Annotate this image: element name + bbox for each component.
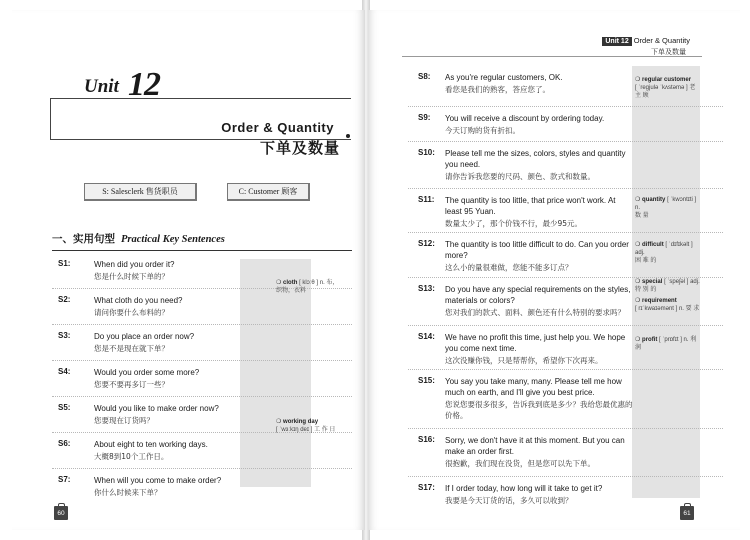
title-dot [346,134,350,138]
sentence-cn: 您是不是现在就下单？ [94,344,169,353]
vocab-phonetic: [ ˈregjulə ˈkʌstəmə ] [635,85,688,91]
sentence-row [408,477,723,511]
section-heading-cn: 一、实用句型 [52,234,115,245]
vocab-entry [635,297,701,313]
page-number: 60 [54,506,68,520]
header-title: Order & Quantity [633,36,690,45]
vocab-entry [635,196,701,220]
sentence-id: S15: [418,376,435,385]
vocab-word: regular customer [642,77,692,83]
sentence-row [408,429,723,477]
sentence-en: Sorry, we don't have it at this moment. But you can make an order first. [445,436,625,456]
sentence-cn: 看您是我们的熟客，答应您了。 [445,85,550,94]
bullet-icon: ❍ [635,242,643,248]
unit-label: Unit [84,76,119,97]
vocab-entry [635,76,701,100]
sentence-cn: 您是什么时候下单的？ [94,272,169,281]
vocab-meaning: 数 量 [635,213,649,219]
sentence-en: If I order today, how long will it take to get it? [445,484,603,493]
sentence-id: S16: [418,435,435,444]
sentence-id: S6: [58,439,71,448]
vocab-word: difficult [642,242,664,248]
sentence-en: When did you order it? [94,260,175,269]
bullet-icon: ❍ [635,298,643,304]
sentence-cn: 这次没赚你钱，只是帮帮你，希望你下次再来。 [445,356,603,365]
sentence-cn: 您对我们的款式、面料、颜色还有什么特别的要求吗？ [445,308,625,317]
bullet-icon: ❍ [635,197,643,203]
role-salesclerk: S: Salesclerk 售货职员 [84,183,197,201]
sentence-id: S11: [418,195,435,204]
sentence-en: What cloth do you need? [94,296,183,305]
sentence-id: S3: [58,331,71,340]
bullet-icon: ❍ [635,337,643,343]
sentence-cn: 数量太少了，那个价钱不行，最少95元。 [445,219,583,228]
vocab-word: cloth [283,280,298,286]
vocab-entry [635,241,701,265]
vocab-phonetic: [ ˈdɪfɪkəlt ] adj. [635,242,693,256]
sentence-en: We have no profit this time, just help you. We hope you come next time. [445,333,626,353]
sentence-cn: 大概8到10个工作日。 [94,452,169,461]
sentence-row [408,142,723,189]
vocab-phonetic: [ ˈprɒfɪt ] n. [659,337,689,343]
section-heading-en: Practical Key Sentences [121,234,225,245]
sentence-cn: 很抱歉，我们现在没货，但是您可以先下单。 [445,459,595,468]
sentence-en: Please tell me the sizes, colors, styles and quantity you need. [445,149,626,169]
sentence-cn: 今天订购的货有折扣。 [445,126,520,135]
vocab-phonetic: [ klɔːθ ] n. 布， [299,280,339,286]
unit-title-cn: 下单及数量 [259,140,340,157]
vocab-meaning: 要 求 [685,306,700,312]
sentence-en: You will receive a discount by ordering today. [445,114,605,123]
sentence-id: S9: [418,113,431,122]
sentence-row [52,361,352,397]
sentence-id: S1: [58,259,71,268]
vocab-word: quantity [642,197,666,203]
vocab-word: profit [642,337,658,343]
sentence-en: Do you place an order now? [94,332,195,341]
sentence-cn: 你什么时候来下单？ [94,488,162,497]
section-heading [52,231,352,251]
sentence-cn: 您要现在订货吗？ [94,416,154,425]
vocab-meaning: 利 润 [635,337,697,351]
vocab-meaning: 老 主 顾 [635,85,696,99]
vocab-meaning: 工 作 日 [314,427,336,433]
sentence-cn: 请问你要什么布料的？ [94,308,169,317]
sentence-en: As you're regular customers, OK. [445,73,563,82]
vocab-entry [635,278,701,294]
vocab-phonetic: [ ˈwɜːkɪŋ deɪ ] [276,427,313,433]
vocab-word: special [642,279,663,285]
vocab-entry [276,279,342,295]
sentence-id: S17: [418,483,435,492]
sentence-row [52,433,352,469]
header-title-cn: 下单及数量 [651,49,686,56]
sentence-row [408,107,723,142]
vocab-phonetic: [ rɪˈkwaɪəmənt ] n. [635,306,684,312]
bullet-icon: ❍ [635,279,643,285]
sentence-id: S7: [58,475,71,484]
right-page [368,10,740,530]
sentence-row [52,469,352,502]
vocab-word: working day [283,419,319,425]
sentence-en: Do you have any special requirements on the styles, materials or colors? [445,285,631,305]
unit-title-en: Order & Quantity [221,120,334,135]
running-header [602,36,690,46]
unit-number: 12 [128,66,160,103]
sentence-en: The quantity is too little difficult to do. Can you order more? [445,240,629,260]
role-customer: C: Customer 顾客 [227,183,310,201]
left-page [12,10,365,530]
bullet-icon: ❍ [276,419,284,425]
header-rule [402,56,702,57]
sentence-row [408,370,723,429]
sentence-id: S8: [418,72,431,81]
vocab-entry [635,336,701,352]
vocab-phonetic: [ ˈspeʃəl ] adj. [664,279,700,285]
sentence-en: You say you take many, many. Please tell me how much on earth, and I'll give you best price. [445,377,622,397]
page-number: 61 [680,506,694,520]
sentence-id: S12: [418,239,435,248]
sentence-id: S2: [58,295,71,304]
sentence-en: Would you order some more? [94,368,200,377]
sentence-en: The quantity is too little, that price won't work. At least 95 Yuan. [445,196,616,216]
bullet-icon: ❍ [635,77,643,83]
sentence-en: When will you come to make order? [94,476,222,485]
vocab-word: requirement [642,298,677,304]
vocab-meaning: 特 别 的 [635,287,657,293]
vocab-meaning: 织物，衣料 [276,288,307,294]
sentence-en: Would you like to make order now? [94,404,219,413]
sentence-cn: 请你告诉我您要的尺码、颜色、款式和数量。 [445,172,595,181]
sentence-row [52,325,352,361]
sentence-cn: 您要不要再多订一些？ [94,380,169,389]
sentence-cn: 您说您要很多很多，告诉我到底是多少？我给您最优惠的价格。 [445,400,633,420]
sentence-id: S13: [418,284,435,293]
bullet-icon: ❍ [276,280,284,286]
vocab-entry [276,418,342,434]
sentence-cn: 我要是今天订货的话，多久可以收到？ [445,496,573,505]
vocab-phonetic: [ ˈkwɔntɪti ] n. [635,197,697,211]
sentence-id: S4: [58,367,71,376]
sentence-id: S10: [418,148,435,157]
sentence-en: About eight to ten working days. [94,440,208,449]
header-unit-tag: Unit 12 [602,37,631,46]
sentence-id: S14: [418,332,435,341]
sentence-id: S5: [58,403,71,412]
vocab-meaning: 困 难 的 [635,258,657,264]
sentence-cn: 这么小的量很难做，您能不能多订点？ [445,263,573,272]
